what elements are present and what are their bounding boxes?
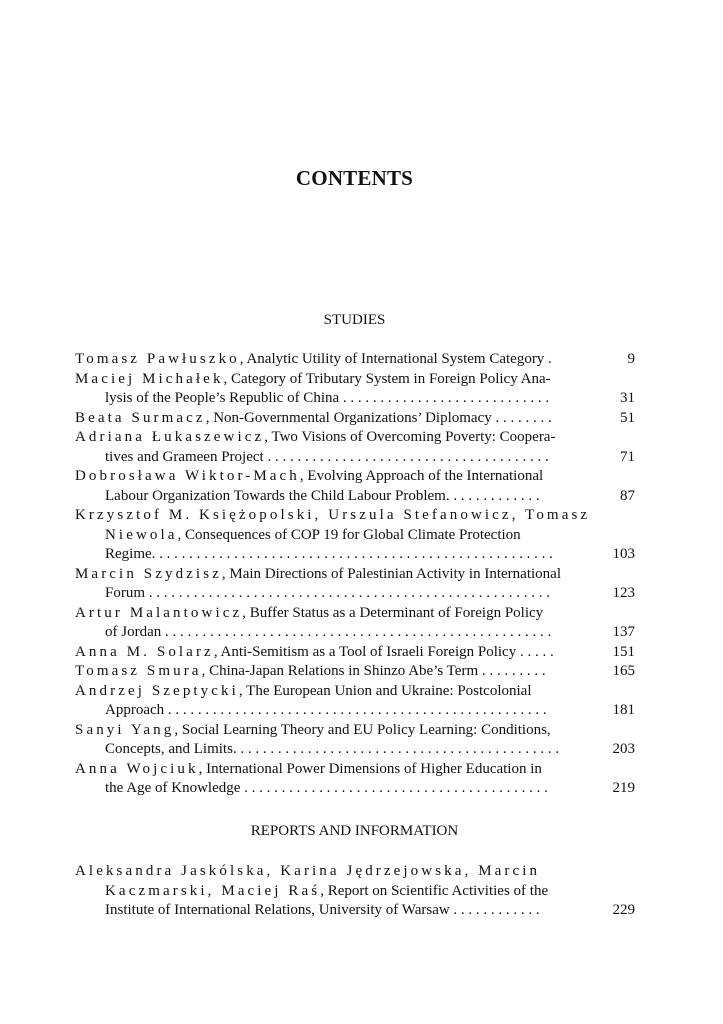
toc-entry-line [75, 506, 635, 526]
section-heading-reports: REPORTS AND INFORMATION [250, 823, 459, 839]
toc-entry-line [75, 370, 635, 390]
toc-entry-authors: Andrzej Szeptycki [75, 682, 239, 699]
toc-entry[interactable] [75, 862, 635, 921]
toc-entry-title: , Two Visions of Overcoming Poverty: Coopera- [264, 429, 556, 445]
toc-entry-title: tives and Grameen Project . . . . . . . . . . . . . . . . . . . . . . . . . . . . . . . . . . . . . . [105, 448, 549, 465]
toc-entry-page-number: 71 [595, 448, 635, 468]
toc-entry[interactable] [75, 682, 635, 721]
toc-entry-authors: Anna M. Solarz [75, 643, 214, 660]
toc-entry[interactable] [75, 506, 635, 565]
toc-entry[interactable] [75, 643, 635, 663]
page-title: CONTENTS [295, 166, 414, 190]
toc-entry-authors: Sanyi Yang [75, 721, 175, 738]
toc-entry-line [75, 428, 635, 448]
toc-entry-page-number: 203 [595, 740, 635, 760]
toc-entry-line [75, 487, 635, 507]
toc-entry-page-number: 123 [595, 584, 635, 604]
toc-entry-title: , Social Learning Theory and EU Policy Learning: Conditions, [174, 721, 551, 738]
toc-entry[interactable] [75, 428, 635, 467]
toc-entry-line [75, 662, 635, 682]
toc-entry-title: the Age of Knowledge . . . . . . . . . . . . . . . . . . . . . . . . . . . . . . . . . . . . . . . . . [105, 780, 548, 796]
toc-entry-page-number: 31 [595, 389, 635, 409]
toc-entry-line [75, 526, 635, 546]
toc-entry-title: lysis of the People’s Republic of China . . . . . . . . . . . . . . . . . . . . . . . . . . . . [105, 390, 550, 406]
toc-entry-line [75, 760, 635, 780]
toc-entry-line [75, 901, 635, 921]
toc-entry[interactable] [75, 409, 635, 429]
toc-entry-page-number: 9 [595, 350, 635, 370]
toc-entry-title: Labour Organization Towards the Child Labour Problem. . . . . . . . . . . . . [105, 487, 540, 504]
toc-entry-line [75, 682, 635, 702]
toc-entry-page-number: 151 [595, 643, 635, 663]
toc-entry-line [75, 882, 635, 902]
toc-entry[interactable] [75, 350, 635, 370]
toc-entry-authors: Dobrosława Wiktor-Mach [75, 468, 300, 484]
toc-entry-line [75, 584, 635, 604]
toc-entry[interactable] [75, 721, 635, 760]
toc-entry-page-number: 229 [595, 901, 635, 921]
toc-entry-line [75, 389, 635, 409]
toc-entry-authors: Artur Malantowicz [75, 604, 243, 621]
toc-entry-line [75, 467, 635, 487]
toc-entry-title: Institute of International Relations, University of Warsaw . . . . . . . . . . . . [105, 902, 540, 918]
toc-entry-authors: Marcin Szydzisz [75, 565, 222, 582]
toc-list-reports [75, 862, 635, 921]
toc-entry-page-number: 165 [595, 662, 635, 682]
toc-entry-title: , Evolving Approach of the International [299, 468, 544, 484]
toc-entry-page-number: 219 [595, 779, 635, 799]
toc-entry-title: , Non-Governmental Organizations’ Diplomacy . . . . . . . . [205, 409, 552, 426]
toc-entry-line [75, 643, 635, 663]
toc-entry-authors: Beata Surmacz [75, 409, 206, 426]
toc-entry-title: Approach . . . . . . . . . . . . . . . . . . . . . . . . . . . . . . . . . . . . . . . . . . . . . . . . . . . [105, 702, 547, 718]
toc-entry-title: , Report on Scientific Activities of the [320, 882, 549, 899]
toc-entry-authors: Niewola [105, 526, 178, 543]
toc-entry[interactable] [75, 565, 635, 604]
toc-entry-line [75, 721, 635, 741]
toc-entry-authors: Tomasz Pawłuszko [75, 351, 240, 367]
toc-entry-line [75, 604, 635, 624]
toc-entry-title: , The European Union and Ukraine: Postcolonial [238, 682, 532, 699]
toc-entry-title: , Analytic Utility of International System Category . [239, 351, 552, 367]
toc-entry-authors: Kaczmarski, Maciej Raś [105, 882, 321, 899]
toc-entry-page-number: 51 [595, 409, 635, 429]
toc-entry-line [75, 565, 635, 585]
toc-entry-title: , Anti-Semitism as a Tool of Israeli Foreign Policy . . . . . [213, 643, 554, 660]
toc-entry-title: of Jordan . . . . . . . . . . . . . . . . . . . . . . . . . . . . . . . . . . . . . . . . . . . . . . . . . . . . [105, 624, 552, 640]
toc-entry[interactable] [75, 604, 635, 643]
toc-entry-title: Forum . . . . . . . . . . . . . . . . . . . . . . . . . . . . . . . . . . . . . . . . . . . . . . . . . . . . . . [105, 585, 551, 601]
toc-entry-title: , China-Japan Relations in Shinzo Abe’s Term . . . . . . . . . [201, 663, 546, 679]
toc-entry-title: , Category of Tributary System in Foreign Policy Ana- [223, 370, 551, 387]
toc-entry-page-number: 137 [595, 623, 635, 643]
toc-entry-authors: Aleksandra Jaskólska, Karina Jędrzejowska, Marcin [75, 863, 541, 879]
toc-entry-line [75, 701, 635, 721]
toc-entry-authors: Adriana Łukaszewicz [75, 429, 265, 445]
toc-entry-title: Regime. . . . . . . . . . . . . . . . . . . . . . . . . . . . . . . . . . . . . . . . . . . . . . . . . . . . . . [105, 546, 553, 562]
toc-entry-line [75, 350, 635, 370]
toc-entry-page-number: 87 [595, 487, 635, 507]
section-heading-studies: STUDIES [323, 312, 386, 328]
toc-entry[interactable] [75, 467, 635, 506]
toc-entry-page-number: 181 [595, 701, 635, 721]
toc-entry[interactable] [75, 662, 635, 682]
toc-entry-title: Concepts, and Limits. . . . . . . . . . . . . . . . . . . . . . . . . . . . . . . . . . . . . . . . . . . . [105, 741, 560, 757]
toc-entry-line [75, 779, 635, 799]
toc-entry-title: , International Power Dimensions of Higher Education in [198, 760, 542, 777]
toc-entry-line [75, 862, 635, 882]
toc-entry-authors: Anna Wojciuk [75, 760, 199, 777]
toc-entry-title: , Buffer Status as a Determinant of Foreign Policy [242, 604, 544, 621]
toc-list-studies [75, 350, 635, 799]
toc-entry-title: , Consequences of COP 19 for Global Climate Protection [177, 526, 521, 543]
toc-entry-line [75, 409, 635, 429]
toc-entry[interactable] [75, 760, 635, 799]
toc-entry-line [75, 623, 635, 643]
toc-entry-authors: Tomasz Smura [75, 663, 202, 679]
toc-entry-line [75, 740, 635, 760]
toc-entry-line [75, 545, 635, 565]
toc-entry[interactable] [75, 370, 635, 409]
toc-entry-line [75, 448, 635, 468]
toc-entry-authors: Maciej Michałek [75, 370, 224, 387]
toc-entry-page-number: 103 [595, 545, 635, 565]
toc-entry-authors: Krzysztof M. Księżopolski, Urszula Stefanowicz, Tomasz [75, 507, 591, 523]
toc-entry-title: , Main Directions of Palestinian Activity in International [221, 565, 561, 582]
